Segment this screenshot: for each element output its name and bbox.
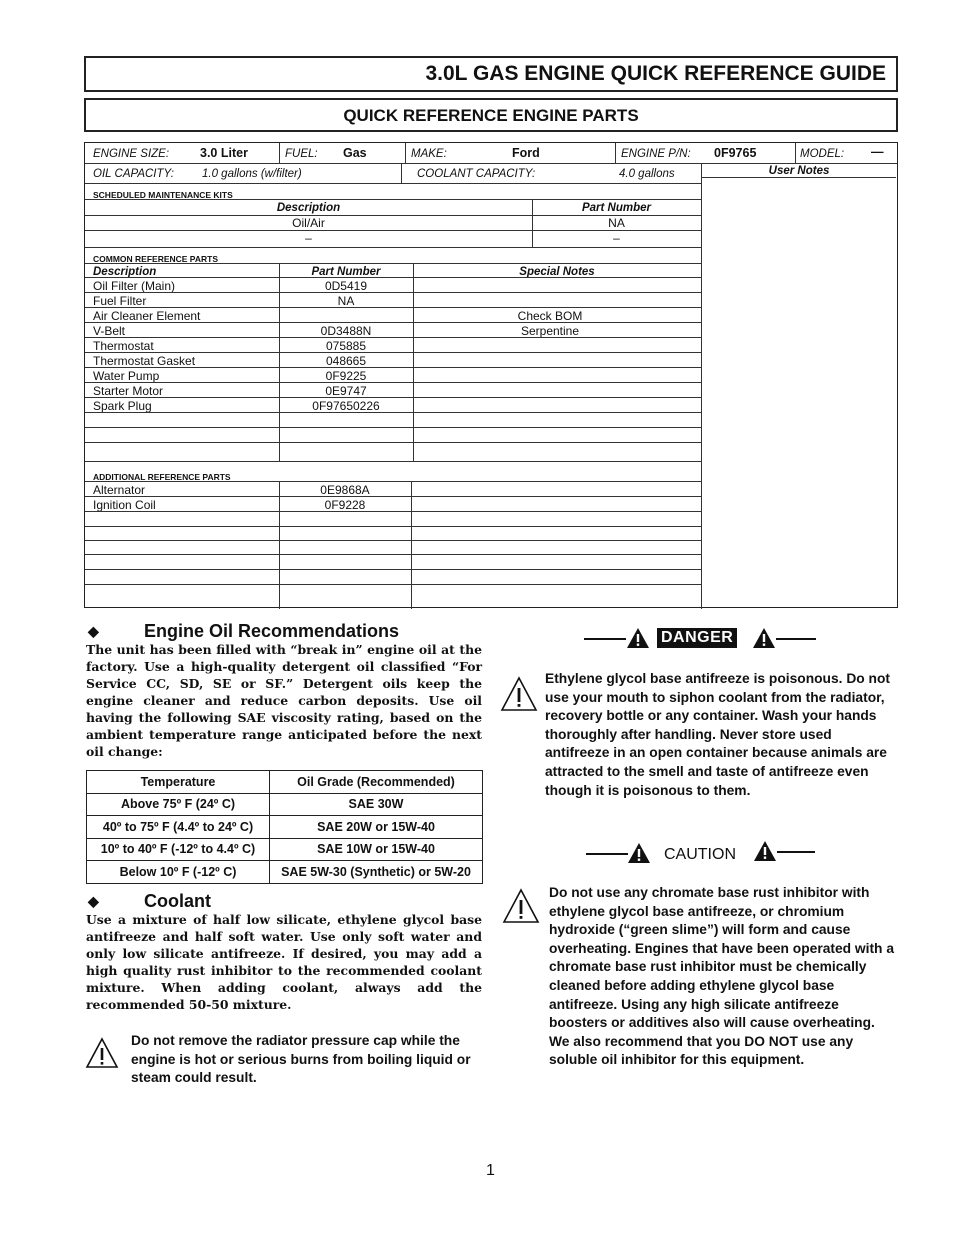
coolant-paragraph: Use a mixture of half low silicate, ethylene glycol base antifreeze and half soft water. Use only soft water and only low silicate antifreeze. If desired, you may add a high quality rust inhibitor to the recommended coolant mixture. When adding coolant, always add the recommended 50-50 mixture.: [86, 912, 482, 1012]
common-row-pn: 0F97650226: [312, 399, 380, 413]
warning-triangle-icon: [500, 676, 538, 712]
caution-text: Do not use any chromate base rust inhibitor with ethylene glycol base antifreeze, or chromium hydroxide (“green slime”) will form and cause overheating. Engines that have been operated with a chromate base rust inhibitor must be chemically cleaned before adding ethylene glycol base antifreeze. Using any high silicate antifreeze boosters or additives also will cause overheating. We also recommend that you DO NOT use any soluble oil inhibitor for this equipment.: [549, 885, 894, 1068]
fuel-label: FUEL:: [285, 148, 318, 160]
diamond-bullet-icon: ◆: [88, 623, 99, 639]
common-row-desc: V-Belt: [93, 324, 126, 338]
common-row-desc: Thermostat Gasket: [93, 354, 196, 368]
engine-size-value: 3.0 Liter: [200, 146, 248, 160]
maint-row-pn: –: [613, 231, 620, 245]
additional-row-pn: 0F9228: [324, 498, 366, 512]
common-row-notes: Check BOM: [517, 309, 583, 323]
common-row-pn: NA: [337, 294, 355, 308]
additional-row-pn: 0E9868A: [320, 483, 370, 497]
table-cell: Below 10º F (-12º C): [87, 861, 270, 884]
table-cell: SAE 5W-30 (Synthetic) or 5W-20: [270, 861, 483, 884]
common-row-pn: 075885: [325, 339, 367, 353]
danger-warning-icon: [626, 627, 650, 649]
table-row: [87, 793, 483, 816]
warning-triangle-icon: [502, 888, 540, 924]
danger-rule-left: [584, 638, 626, 640]
maint-col-part-number: Part Number: [581, 202, 652, 214]
model-label: MODEL:: [800, 148, 845, 160]
common-row-pn: 0D3488N: [320, 324, 372, 338]
page-title: 3.0L GAS ENGINE QUICK REFERENCE GUIDE: [425, 62, 886, 85]
engine-pn-value: 0F9765: [714, 146, 757, 160]
subtitle-box: [84, 98, 898, 132]
user-notes-label: User Notes: [768, 165, 830, 177]
common-row-pn: 0D5419: [324, 279, 368, 293]
warning-triangle-icon: [85, 1037, 119, 1069]
additional-row-desc: Alternator: [93, 483, 146, 497]
common-row-desc: Water Pump: [93, 369, 160, 383]
common-row-desc: Starter Motor: [93, 384, 164, 398]
diamond-bullet-icon: ◆: [88, 893, 99, 909]
additional-row-desc: Ignition Coil: [93, 498, 156, 512]
danger-label: DANGER: [657, 628, 737, 648]
table-cell: 10º to 40º F (-12º to 4.4º C): [87, 838, 270, 861]
table-row: [87, 838, 483, 861]
caution-rule-right: [777, 851, 815, 853]
coolant-capacity-value: 4.0 gallons: [619, 168, 675, 180]
oil-grade-table: [86, 770, 483, 884]
maint-row-desc: Oil/Air: [292, 216, 325, 230]
common-row-pn: 0F9225: [325, 369, 367, 383]
coolant-warning-text: Do not remove the radiator pressure cap while the engine is hot or serious burns from boiling liquid or steam could result.: [131, 1033, 471, 1086]
common-col-part-number: Part Number: [311, 266, 381, 278]
maint-col-description: Description: [276, 202, 341, 214]
danger-rule-right: [776, 638, 816, 640]
table-cell: Above 75º F (24º C): [87, 793, 270, 816]
fuel-value: Gas: [343, 146, 367, 160]
make-label: MAKE:: [411, 148, 447, 160]
common-row-pn: 048665: [325, 354, 367, 368]
caution-warning-icon: [753, 840, 777, 862]
oil-heading-text: Engine Oil Recommendations: [144, 621, 400, 641]
make-value: Ford: [512, 146, 540, 160]
table-row: [87, 816, 483, 839]
caution-label: CAUTION: [664, 846, 736, 863]
maintenance-section-label: SCHEDULED MAINTENANCE KITS: [93, 190, 233, 200]
oil-capacity-label: OIL CAPACITY:: [93, 168, 174, 180]
danger-warning-icon: [752, 627, 776, 649]
maint-row-desc: –: [305, 231, 312, 245]
maint-row-pn: NA: [608, 216, 625, 230]
table-cell: SAE 10W or 15W-40: [270, 838, 483, 861]
common-row-desc: Spark Plug: [93, 399, 152, 413]
common-row-desc: Fuel Filter: [93, 294, 147, 308]
table-header-cell: Temperature: [87, 771, 270, 794]
title-box: [84, 56, 898, 92]
table-cell: SAE 30W: [270, 793, 483, 816]
common-row-pn: 0E9747: [325, 384, 367, 398]
table-cell: SAE 20W or 15W-40: [270, 816, 483, 839]
engine-size-label: ENGINE SIZE:: [93, 148, 170, 160]
parts-grid: [84, 142, 898, 608]
table-row: [87, 771, 483, 794]
additional-section-label: ADDITIONAL REFERENCE PARTS: [93, 472, 231, 482]
common-row-notes: Serpentine: [520, 324, 580, 338]
caution-rule-left: [586, 853, 628, 855]
model-value: —: [871, 145, 884, 159]
common-section-label: COMMON REFERENCE PARTS: [93, 254, 218, 264]
danger-text: Ethylene glycol base antifreeze is poisonous. Do not use your mouth to siphon coolant from the radiator, recovery bottle or any container. Wash your hands thoroughly after handling. Never store used antifreeze in an open container because animals are attracted to the smell and taste of antifreeze even though it is poisonous to them.: [545, 671, 890, 798]
table-row: [87, 861, 483, 884]
table-header-cell: Oil Grade (Recommended): [270, 771, 483, 794]
caution-warning-icon: [627, 842, 651, 864]
common-col-description: Description: [93, 266, 157, 278]
common-row-desc: Thermostat: [93, 339, 154, 353]
page-number: 1: [486, 1162, 495, 1179]
oil-capacity-value: 1.0 gallons (w/filter): [202, 168, 302, 180]
coolant-capacity-label: COOLANT CAPACITY:: [417, 168, 536, 180]
table-cell: 40º to 75º F (4.4º to 24º C): [87, 816, 270, 839]
coolant-heading-text: Coolant: [144, 891, 211, 911]
common-col-special-notes: Special Notes: [519, 266, 595, 278]
page-subtitle: QUICK REFERENCE ENGINE PARTS: [343, 106, 639, 125]
common-row-desc: Oil Filter (Main): [93, 279, 176, 293]
common-row-desc: Air Cleaner Element: [93, 309, 201, 323]
engine-pn-label: ENGINE P/N:: [621, 148, 691, 160]
oil-paragraph: The unit has been filled with “break in” engine oil at the factory. Use a high-quality detergent oil classified “For Service CC, SD, SE or SF.” Detergent oils keep the engine cleaner and reduce carbon deposits. Use oil having the following SAE viscosity rating, based on the ambient temperature range anticipated before the next oil change:: [86, 642, 482, 759]
